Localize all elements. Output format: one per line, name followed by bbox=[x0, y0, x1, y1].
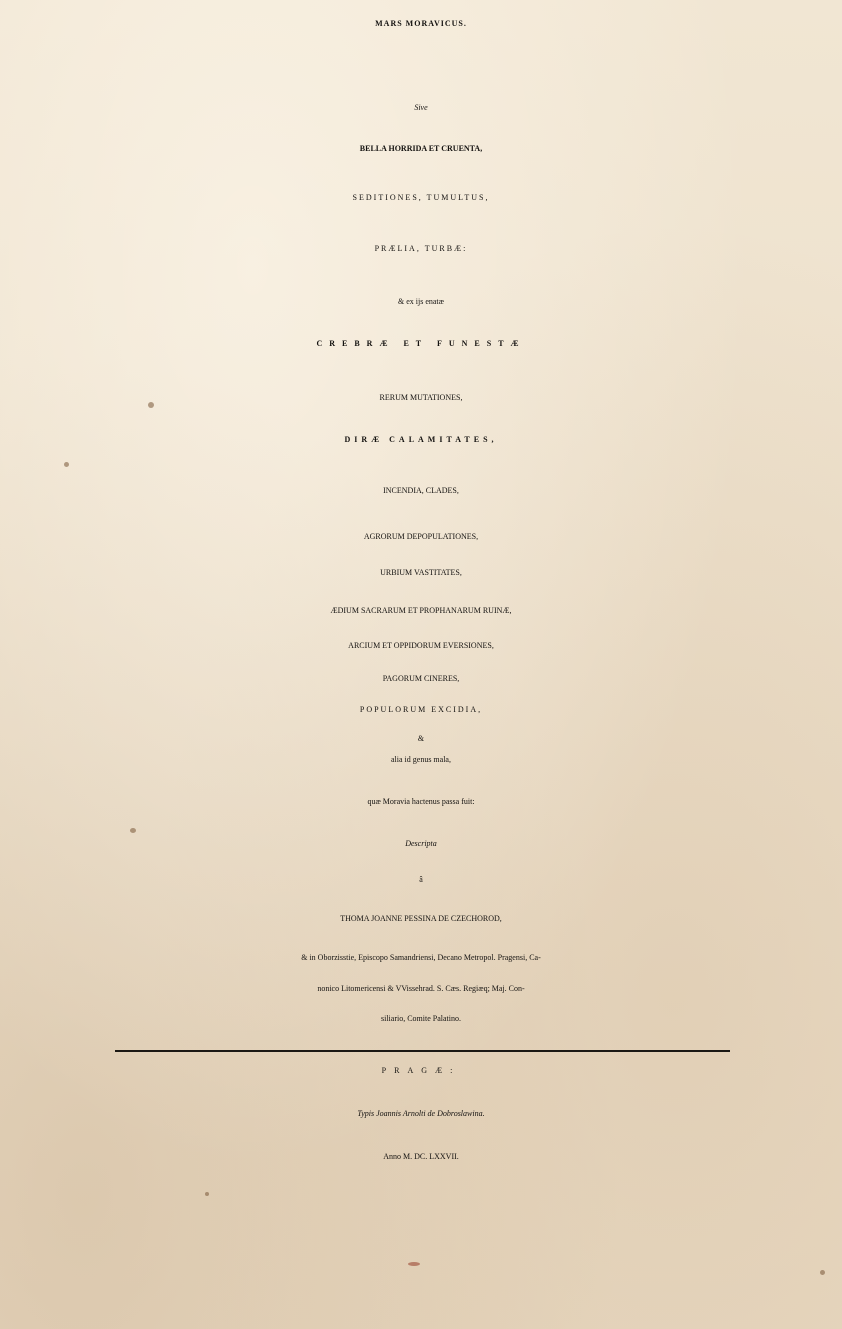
foxing-spot bbox=[820, 1270, 825, 1275]
author-line-1: & in Oborzisstie, Episcopo Samandriensi, Decano Metropol. Pragensi, Ca- bbox=[301, 953, 541, 962]
ampersand-line: & bbox=[417, 734, 425, 743]
a-preposition: â bbox=[419, 875, 423, 884]
foxing-spot bbox=[148, 402, 154, 408]
sive-line: Sive bbox=[414, 103, 428, 112]
line-populorum: POPULORUM EXCIDIA, bbox=[359, 705, 483, 714]
author-line-3: siliario, Comite Palatino. bbox=[381, 1014, 461, 1023]
line-ex-ijs: & ex ijs enatæ bbox=[398, 297, 444, 306]
foxing-spot bbox=[130, 828, 136, 833]
author-line-2: nonico Litomericensi & VVissehrad. S. Cæs. Regiæq; Maj. Con- bbox=[317, 984, 525, 993]
line-rerum: RERUM MUTATIONES, bbox=[379, 393, 463, 402]
author-name: THOMA JOANNE PESSINA DE CZECHOROD, bbox=[340, 914, 502, 923]
descripta-line: Descripta bbox=[405, 839, 437, 848]
line-quae: quæ Moravia hactenus passa fuit: bbox=[367, 797, 475, 806]
line-seditiones: SEDITIONES, TUMULTUS, bbox=[352, 193, 490, 202]
line-praelia: PRÆLIA, TURBÆ: bbox=[374, 244, 468, 253]
imprint-place: PRAGÆ: bbox=[381, 1066, 461, 1075]
line-dirae: DIRÆ CALAMITATES, bbox=[344, 435, 498, 444]
line-alia: alia id genus mala, bbox=[391, 755, 451, 764]
line-crebrae: CREBRÆ ET FUNESTÆ bbox=[316, 339, 526, 348]
line-urbium: URBIUM VASTITATES, bbox=[380, 568, 462, 577]
foxing-spot bbox=[408, 1262, 420, 1266]
divider-rule bbox=[115, 1050, 730, 1052]
line-bella: BELLA HORRIDA ET CRUENTA, bbox=[359, 144, 483, 153]
line-aedium: ÆDIUM SACRARUM ET PROPHANARUM RUINÆ, bbox=[330, 606, 512, 615]
imprint-year: Anno M. DC. LXXVII. bbox=[383, 1152, 459, 1161]
line-arcium: ARCIUM ET OPPIDORUM EVERSIONES, bbox=[348, 641, 494, 650]
line-incendia: INCENDIA, CLADES, bbox=[383, 486, 459, 495]
foxing-spot bbox=[205, 1192, 209, 1196]
imprint-printer: Typis Joannis Arnolti de Dobroslawina. bbox=[357, 1109, 485, 1118]
line-pagorum: PAGORUM CINERES, bbox=[382, 674, 460, 683]
book-title: MARS MORAVICUS. bbox=[375, 19, 467, 28]
line-agrorum: AGRORUM DEPOPULATIONES, bbox=[363, 532, 479, 541]
foxing-spot bbox=[64, 462, 69, 467]
